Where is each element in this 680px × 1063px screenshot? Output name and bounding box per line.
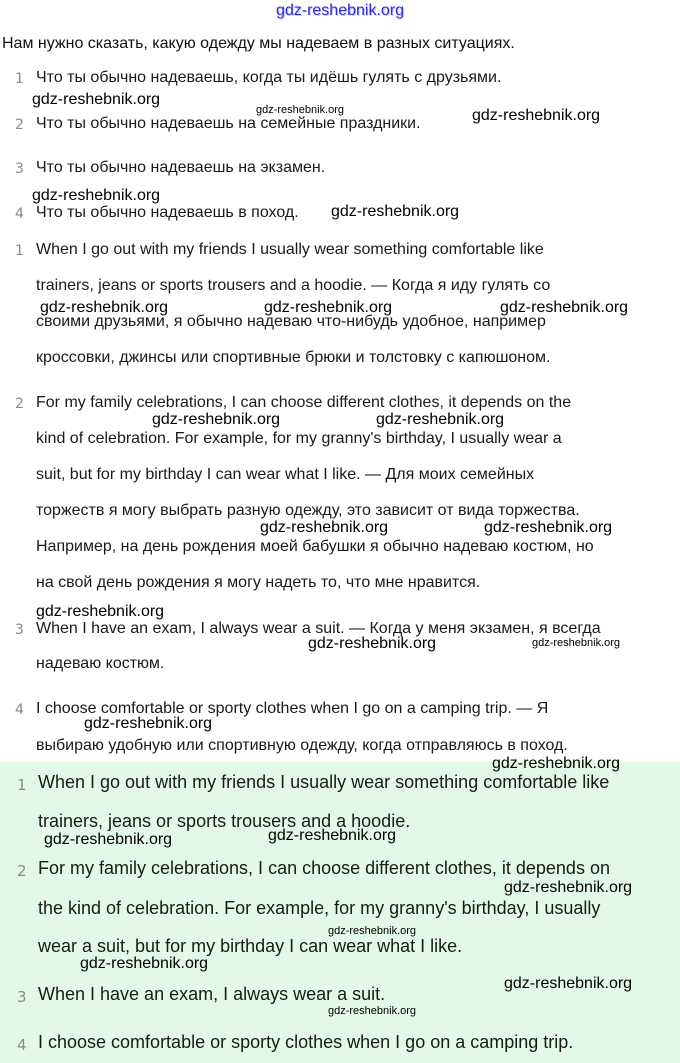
question-number: 3 [15,161,24,177]
watermark: gdz-reshebnik.org [308,635,437,652]
watermark: gdz-reshebnik.org [328,1005,417,1017]
answer-line: надеваю костюм. [36,655,165,672]
english-answer-line: wear a suit, but for my birthday I can wear what I like. [38,936,463,956]
watermark: gdz-reshebnik.org [504,879,633,896]
answer-line: торжеств я могу выбрать разную одежду, это зависит от вида торжества. [36,502,580,519]
answer-line: выбираю удобную или спортивную одежду, когда отправляюсь в поход. [36,737,568,754]
watermark: gdz-reshebnik.org [256,104,345,116]
watermark: gdz-reshebnik.org [152,411,281,428]
answer-number: 1 [15,243,24,259]
english-answer-line: I choose comfortable or sporty clothes when I go on a camping trip. [38,1032,574,1052]
answer-line: When I have an exam, I always wear a suit. — Когда у меня экзамен, я всегда [36,620,601,637]
answer-line: кроссовки, джинсы или спортивные брюки и толстовку с капюшоном. [36,349,551,366]
watermark: gdz-reshebnik.org [472,107,601,124]
english-answer-line: When I have an exam, I always wear a suit. [38,984,386,1004]
watermark: gdz-reshebnik.org [32,91,161,108]
english-answer-number: 1 [17,776,27,794]
english-answer-line: trainers, jeans or sports trousers and a hoodie. [38,811,411,831]
answer-line: trainers, jeans or sports trousers and a hoodie. — Когда я иду гулять со [36,277,551,294]
question-number: 4 [15,206,24,222]
answer-number: 3 [15,622,24,638]
question-text: Что ты обычно надеваешь, когда ты идёшь гулять с друзьями. [36,69,502,86]
watermark: gdz-reshebnik.org [492,755,621,772]
question-number: 2 [15,117,24,133]
watermark: gdz-reshebnik.org [532,637,621,649]
english-answer-line: For my family celebrations, I can choose different clothes, it depends on [38,858,610,878]
answer-line: своими друзьями, я обычно надеваю что-нибудь удобное, например [36,313,546,330]
watermark: gdz-reshebnik.org [268,827,397,844]
answer-number: 4 [15,702,24,718]
answer-line: suit, but for my birthday I can wear what I like. — Для моих семейных [36,466,535,483]
watermark: gdz-reshebnik.org [36,603,165,620]
answer-line: When I go out with my friends I usually wear something comfortable like [36,241,544,258]
watermark: gdz-reshebnik.org [260,519,389,536]
watermark: gdz-reshebnik.org [484,519,613,536]
english-answer-line: When I go out with my friends I usually wear something comfortable like [38,772,610,792]
watermark: gdz-reshebnik.org [84,715,213,732]
watermark: gdz-reshebnik.org [40,299,169,316]
answer-line: For my family celebrations, I can choose different clothes, it depends on the [36,394,572,411]
answer-number: 2 [15,396,24,412]
watermark: gdz-reshebnik.org [504,975,633,992]
answer-line: Например, на день рождения моей бабушки я обычно надеваю костюм, но [36,538,594,555]
watermark: gdz-reshebnik.org [44,831,173,848]
watermark: gdz-reshebnik.org [264,299,393,316]
header-watermark: gdz-reshebnik.org [275,2,405,19]
watermark: gdz-reshebnik.org [80,955,209,972]
intro-text: Нам нужно сказать, какую одежду мы надеваем в разных ситуациях. [2,35,515,52]
watermark: gdz-reshebnik.org [331,203,460,220]
question-number: 1 [15,71,24,87]
watermark: gdz-reshebnik.org [376,411,505,428]
english-answer-number: 4 [17,1036,27,1054]
watermark: gdz-reshebnik.org [500,299,629,316]
english-answer-number: 2 [17,862,27,880]
watermark: gdz-reshebnik.org [32,187,161,204]
question-text: Что ты обычно надеваешь на семейные праздники. [36,115,421,132]
answer-line: I choose comfortable or sporty clothes when I go on a camping trip. — Я [36,700,549,717]
answer-line: на свой день рождения я могу надеть то, что мне нравится. [36,574,481,591]
watermark: gdz-reshebnik.org [328,925,417,937]
question-text: Что ты обычно надеваешь в поход. [36,204,299,221]
english-answer-line: the kind of celebration. For example, for my granny's birthday, I usually [38,898,601,918]
question-text: Что ты обычно надеваешь на экзамен. [36,159,326,176]
english-answer-number: 3 [17,988,27,1006]
answer-line: kind of celebration. For example, for my granny's birthday, I usually wear a [36,430,562,447]
